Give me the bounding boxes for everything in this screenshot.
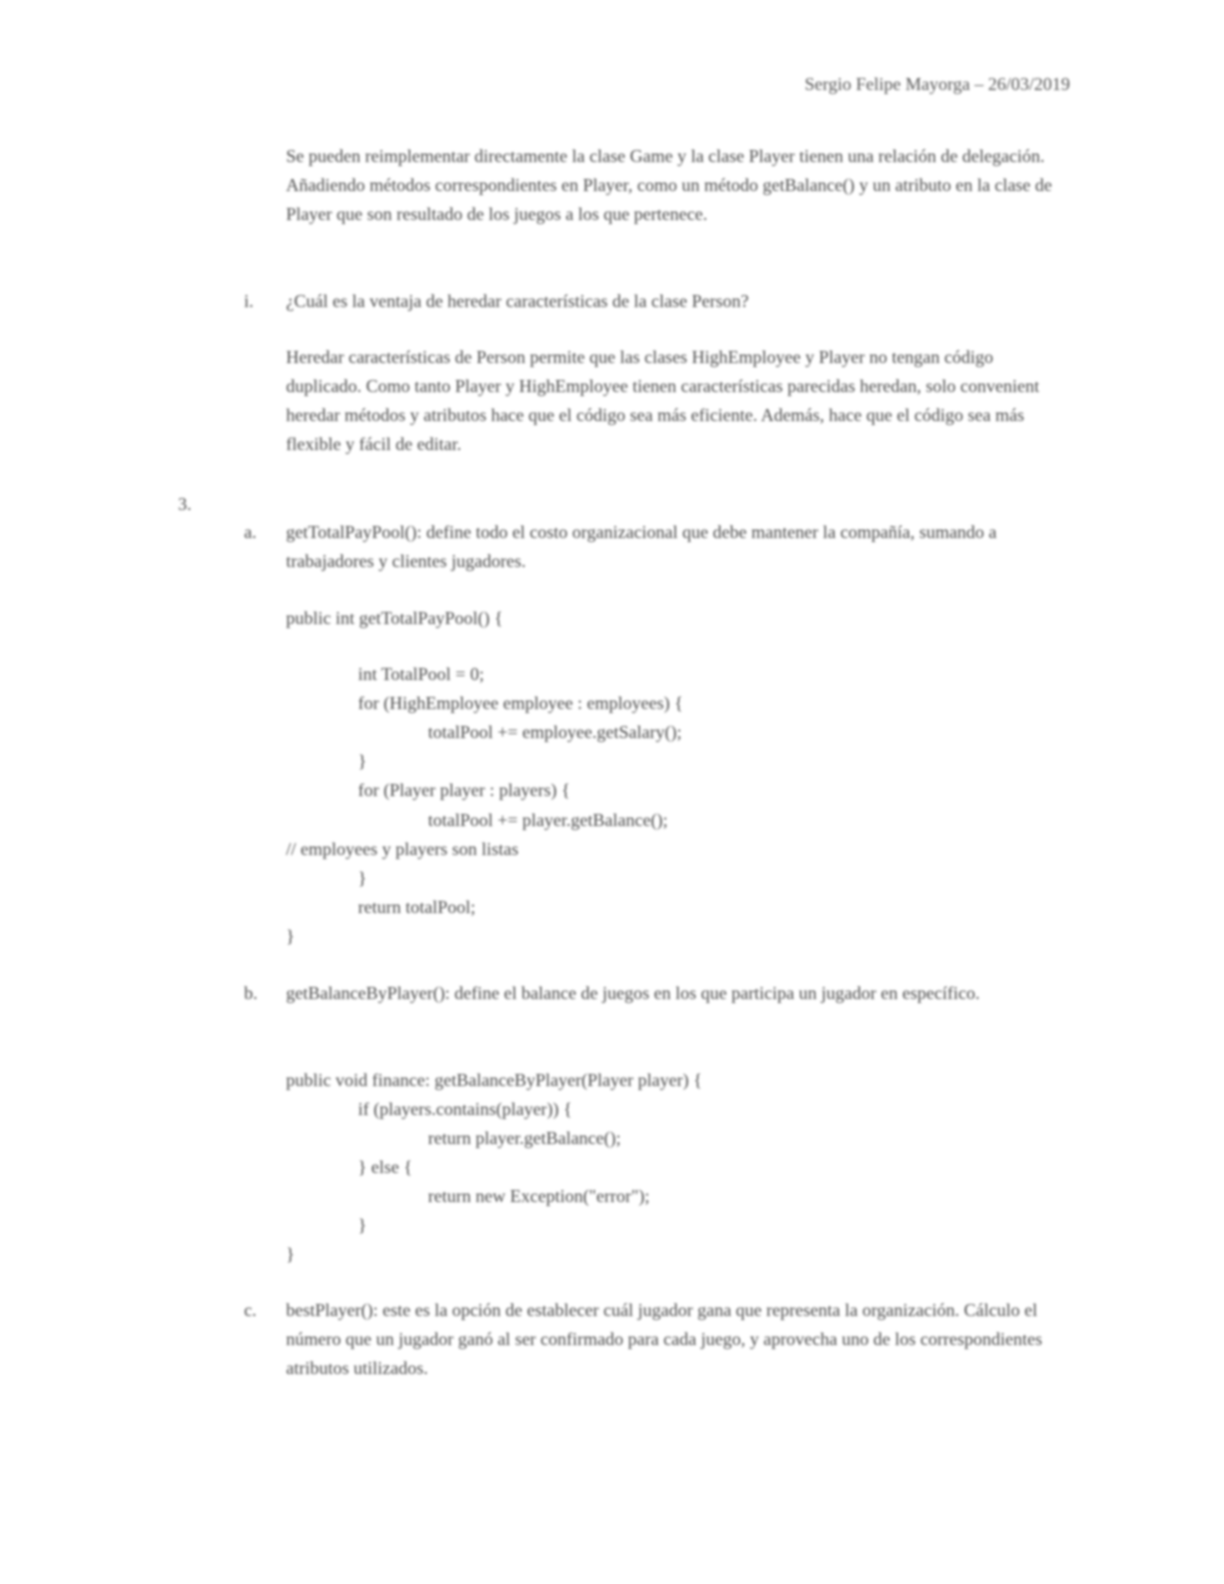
section-3-marker: 3. <box>178 494 192 514</box>
item-b-description <box>286 979 1072 1008</box>
item-a-description <box>286 518 1072 576</box>
code-line: if (players.contains(player)) { <box>358 1099 573 1119</box>
intro-paragraph <box>286 142 1072 229</box>
code-line: } <box>358 1215 367 1235</box>
code-line: return totalPool; <box>358 897 476 917</box>
question-i-marker: i. <box>244 291 254 311</box>
code-line: } <box>286 1244 295 1264</box>
question-i-answer-text: Heredar características de Person permite que las clases HighEmployee y Player no tengan código duplicado. Como tanto Player y HighEmployee tienen características parecidas heredan, solo convenient heredar métodos y atributos hace que el código sea más eficiente. Además, hace que el código sea más flexible y fácil de editar. <box>286 347 1040 454</box>
code-line: } <box>358 868 367 888</box>
item-a-text: getTotalPayPool(): define todo el costo organizacional que debe mantener la compañía, sumando a trabajadores y clientes jugadores. <box>286 522 997 571</box>
item-c-marker: c. <box>244 1300 257 1320</box>
code-line: } <box>358 751 367 771</box>
code-line: // employees y players son listas <box>286 839 519 859</box>
question-i <box>286 287 1072 316</box>
code-line: for (HighEmployee employee : employees) { <box>358 693 684 713</box>
code-line: totalPool += player.getBalance(); <box>428 810 668 830</box>
code-line: totalPool += employee.getSalary(); <box>428 722 682 742</box>
code-line: return new Exception("error"); <box>428 1186 650 1206</box>
intro-text: Se pueden reimplementar directamente la clase Game y la clase Player tienen una relación de delegación. Añadiendo métodos correspondientes en Player, como un método getBalance() y un atributo en la clase de Player que son resultado de los juegos a los que pertenece. <box>286 146 1053 224</box>
question-i-text: ¿Cuál es la ventaja de heredar características de la clase Person? <box>286 291 749 311</box>
code-line: } else { <box>358 1157 413 1177</box>
code-line: int TotalPool = 0; <box>358 664 485 684</box>
code-line: for (Player player : players) { <box>358 780 571 800</box>
question-i-answer <box>286 343 1072 459</box>
item-b-marker: b. <box>244 983 258 1003</box>
code-line: return player.getBalance(); <box>428 1128 621 1148</box>
item-b-text: getBalanceByPlayer(): define el balance de juegos en los que participa un jugador en específico. <box>286 983 980 1003</box>
item-c-text: bestPlayer(): este es la opción de establecer cuál jugador gana que representa la organización. Cálculo el número que un jugador ganó al ser confirmado para cada juego, y aprovecha uno de los correspondientes atributos utilizados. <box>286 1300 1043 1378</box>
code-line: public int getTotalPayPool() { <box>286 608 503 628</box>
item-c-description <box>286 1296 1072 1383</box>
page-header: Sergio Felipe Mayorga – 26/03/2019 <box>804 74 1070 94</box>
code-line: } <box>286 926 295 946</box>
code-line: public void finance: getBalanceByPlayer(Player player) { <box>286 1070 702 1090</box>
item-a-marker: a. <box>244 522 257 542</box>
